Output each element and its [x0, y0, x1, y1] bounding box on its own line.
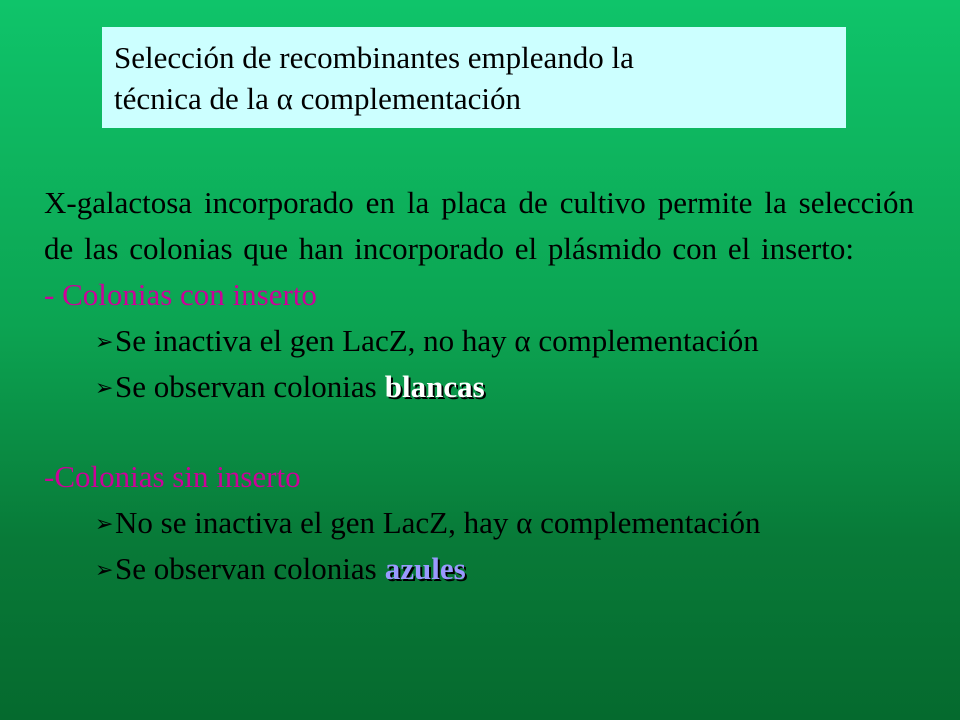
arrow-bullet-icon: ➢: [95, 512, 114, 537]
section-heading-with-insert: - Colonias con inserto: [44, 277, 317, 312]
bullet-text: Se inactiva el gen LacZ, no hay α complementación: [115, 323, 759, 358]
section-heading-without-insert: -Colonias sin inserto: [44, 459, 301, 494]
arrow-bullet-icon: ➢: [95, 330, 114, 355]
slide-title-line-1: Selección de recombinantes empleando la: [114, 40, 634, 75]
bullet-text: Se observan colonias: [115, 551, 377, 586]
spacer: [44, 410, 914, 454]
emphasis-white-colonies: blancas: [384, 369, 485, 404]
slide-title-line-2: técnica de la α complementación: [114, 81, 521, 116]
intro-paragraph: X-galactosa incorporado en la placa de cultivo permite la selección de las colonias que han incorporado el plásmido con el inserto:: [44, 185, 914, 266]
bullet-text: No se inactiva el gen LacZ, hay α complementación: [115, 505, 761, 540]
emphasis-blue-colonies: azules: [384, 551, 466, 586]
bullet-item: [44, 500, 914, 546]
bullet-item: [44, 318, 914, 364]
bullet-text: Se observan colonias: [115, 369, 377, 404]
slide-title-box: [102, 27, 846, 128]
arrow-bullet-icon: ➢: [95, 376, 114, 401]
slide-body: [44, 180, 914, 592]
bullet-item: [44, 546, 914, 592]
arrow-bullet-icon: ➢: [95, 558, 114, 583]
bullet-item: [44, 364, 914, 410]
